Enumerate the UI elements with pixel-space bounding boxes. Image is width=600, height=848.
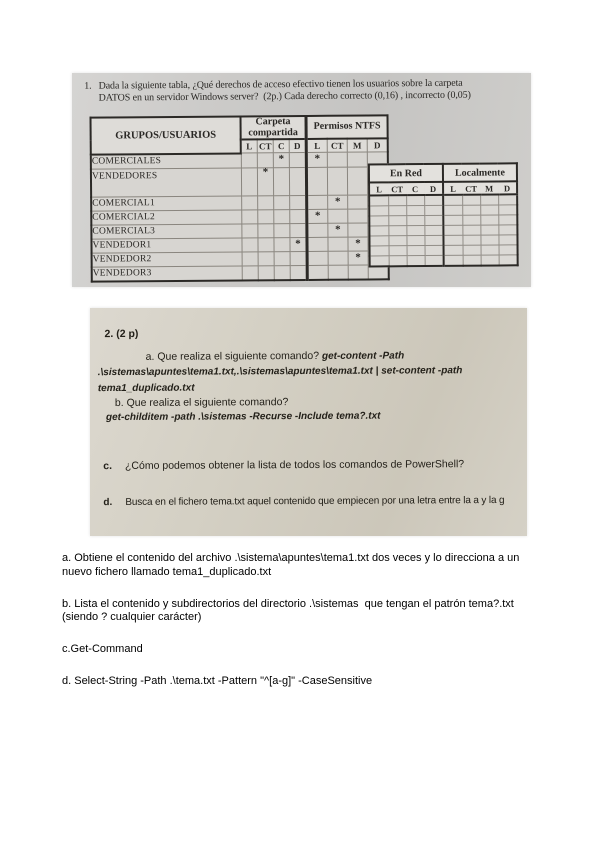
- mark-cell: [242, 265, 259, 280]
- answer-d: d. Select-String -Path .\tema.txt -Pattern "^[a-g]" -CaseSensitive: [62, 674, 373, 687]
- answer-grid-cell: [462, 195, 480, 206]
- answer-grid-cell: [406, 236, 424, 246]
- answer-b: b. Lista el contenido y subdirectorios del directorio .\sistemas que tengan el patrón tema?.txt (siendo ? cualquier carácter): [62, 597, 517, 624]
- item-b-label: b.: [114, 396, 124, 410]
- mark-cell: [328, 265, 348, 280]
- mark-cell: [347, 166, 367, 194]
- answer-grid-cell: [443, 205, 462, 215]
- permissions-table: [89, 114, 389, 282]
- mark-cell: [307, 195, 328, 209]
- answer-grid-cell: [498, 215, 517, 225]
- item-c-text: ¿Cómo podemos obtener la lista de todos los comandos de PowerShell?: [124, 457, 465, 472]
- question1-photo: [72, 73, 531, 287]
- answer-grid-cell: [369, 195, 388, 206]
- mark-cell: [273, 167, 289, 195]
- column-letter: C: [273, 139, 289, 153]
- mark-cell: *: [328, 195, 348, 209]
- answer-grid-header-row: [369, 163, 517, 182]
- answer-grid-cell: [462, 215, 480, 225]
- mark-cell: *: [290, 237, 307, 251]
- answer-grid-cell: [463, 245, 481, 255]
- mark-cell: [348, 194, 368, 208]
- mark-cell: [258, 209, 274, 223]
- answer-grid-column-letter: L: [443, 182, 462, 195]
- mark-cell: [290, 251, 307, 265]
- item-a-label: a.: [145, 350, 155, 363]
- mark-cell: [241, 223, 258, 237]
- mark-cell: [328, 251, 348, 265]
- shared-folder-header: Carpeta compartida: [240, 116, 306, 140]
- question2-heading: 2. (2 p): [104, 327, 139, 340]
- mark-cell: [348, 208, 368, 222]
- answer-grid-cell: [481, 255, 499, 266]
- question2-item-a: [98, 347, 502, 396]
- item-b-text: Que realiza el siguiente comando?: [126, 396, 289, 409]
- answer-grid-column-letter: CT: [462, 182, 480, 195]
- answer-grid-cell: [406, 195, 424, 206]
- answer-grid-cell: [406, 206, 424, 216]
- mark-cell: [274, 209, 290, 223]
- mark-cell: [328, 209, 348, 223]
- answer-grid-cell: [481, 245, 499, 255]
- mark-cell: *: [348, 236, 368, 250]
- mark-cell: *: [348, 250, 368, 264]
- group-user-name: COMERCIAL3: [91, 223, 241, 238]
- ntfs-permissions-header: Permisos NTFS: [306, 115, 388, 139]
- mark-cell: [327, 167, 347, 195]
- answer-grid-cell: [424, 205, 443, 215]
- mark-cell: [289, 152, 306, 167]
- answer-grid-cell: [407, 256, 425, 267]
- mark-cell: [307, 251, 328, 265]
- mark-cell: *: [328, 223, 348, 237]
- mark-cell: [290, 223, 307, 237]
- group-user-name: VENDEDOR3: [92, 265, 242, 281]
- question2-item-b: [106, 395, 381, 425]
- answer-grid-cell: [444, 255, 463, 266]
- mark-cell: *: [307, 209, 328, 223]
- mark-cell: [274, 237, 290, 251]
- mark-cell: [241, 209, 258, 223]
- mark-cell: [348, 264, 368, 279]
- mark-cell: *: [273, 153, 289, 168]
- answer-grid-cell: [369, 226, 388, 236]
- answer-grid-cell: [369, 206, 388, 216]
- answer-grid-cell: [480, 235, 498, 245]
- mark-cell: [274, 265, 290, 280]
- mark-cell: [241, 153, 258, 168]
- answer-grid-cell: [389, 246, 407, 256]
- answer-grid-table: [368, 162, 519, 267]
- answer-grid-cell: [462, 205, 480, 215]
- answer-grid-cell: [443, 195, 462, 206]
- localmente-header: Localmente: [443, 163, 517, 182]
- mark-cell: [258, 195, 274, 209]
- answer-grid-cell: [406, 226, 424, 236]
- group-user-name: COMERCIAL1: [91, 195, 241, 210]
- group-user-name: COMERCIAL2: [91, 209, 241, 224]
- answer-grid-cell: [498, 205, 517, 215]
- group-user-name: VENDEDORES: [91, 167, 241, 196]
- answer-grid-cell: [388, 236, 406, 246]
- column-letter: D: [367, 138, 388, 152]
- mark-cell: [241, 167, 258, 195]
- mark-cell: *: [257, 167, 273, 195]
- answer-grid-cell: [443, 215, 462, 225]
- answer-grid-cell: [370, 256, 389, 267]
- answer-grid-cell: [498, 194, 517, 205]
- question2-photo: [90, 308, 527, 536]
- column-letter: L: [241, 139, 258, 153]
- mark-cell: [274, 223, 290, 237]
- mark-cell: [241, 195, 258, 209]
- column-letter: M: [347, 138, 367, 152]
- answer-grid-cell: [388, 216, 406, 226]
- question2-item-c: [103, 458, 464, 472]
- answer-grid-column-letter: CT: [388, 182, 406, 195]
- item-a-text: Que realiza el siguiente comando?: [157, 349, 322, 363]
- answer-grid-cell: [424, 195, 443, 206]
- answer-c: c.Get-Command: [62, 643, 143, 656]
- mark-cell: [348, 222, 368, 236]
- corner-header: GRUPOS/USUARIOS: [91, 116, 241, 154]
- answer-grid-cell: [480, 194, 498, 205]
- answer-grid-cell: [370, 246, 389, 256]
- answer-grid-cell: [369, 216, 388, 226]
- answer-a: a. Obtiene el contenido del archivo .\sistema\apuntes\tema1.txt dos veces y lo direcciona a un nuevo fichero llamado tema1_duplicado.txt: [62, 552, 523, 578]
- item-c-label: c.: [103, 459, 113, 472]
- mark-cell: [328, 237, 348, 251]
- mark-cell: [241, 237, 258, 251]
- column-letter: L: [306, 139, 327, 153]
- mark-cell: [307, 223, 328, 237]
- answer-grid-column-letter: D: [498, 181, 517, 194]
- group-user-name: VENDEDOR1: [91, 237, 241, 252]
- answer-grid-column-letter: L: [369, 182, 388, 195]
- answer-grid-column-letter: C: [406, 182, 424, 195]
- question1-number: 1.: [84, 80, 92, 92]
- column-letter: CT: [327, 139, 347, 153]
- mark-cell: [289, 167, 306, 195]
- mark-cell: *: [306, 152, 327, 167]
- answer-grid-row: [370, 255, 518, 267]
- item-d-text: Busca en el fichero tema.txt aquel contenido que empiecen por una letra entre la a y la g: [125, 494, 505, 508]
- question1-prompt: [84, 78, 471, 105]
- group-user-name: VENDEDOR2: [92, 251, 242, 266]
- typed-answers: [62, 552, 544, 707]
- answer-grid-cell: [388, 195, 406, 206]
- answer-grid-letters-row: [369, 181, 517, 195]
- answer-grid-cell: [425, 255, 444, 266]
- item-a-command-lead: get-content -Path: [321, 349, 405, 362]
- mark-cell: [290, 209, 307, 223]
- answer-grid-cell: [424, 225, 443, 235]
- answer-grid-cell: [389, 256, 407, 267]
- question1-photo-content: [72, 73, 531, 287]
- question2-photo-content: [90, 308, 527, 536]
- group-header-row: [91, 115, 388, 140]
- item-d-label: d.: [103, 497, 113, 509]
- answer-grid-cell: [388, 206, 406, 216]
- question2-item-d: [103, 495, 504, 508]
- mark-cell: [290, 195, 307, 209]
- answer-grid-cell: [424, 235, 443, 245]
- answer-grid-column-letter: M: [480, 181, 498, 194]
- answer-grid-column-letter: D: [424, 182, 443, 195]
- answer-grid-cell: [498, 225, 517, 235]
- item-b-command: get-childitem -path .\sistemas -Recurse -Include tema?.txt: [105, 410, 381, 423]
- answer-grid-cell: [480, 215, 498, 225]
- column-letter: CT: [257, 139, 273, 153]
- answer-grid-cell: [406, 216, 424, 226]
- mark-cell: [306, 167, 327, 195]
- answer-grid-cell: [388, 226, 406, 236]
- answer-grid-cell: [444, 245, 463, 255]
- answer-grid-cell: [499, 245, 518, 255]
- mark-cell: [258, 237, 274, 251]
- mark-cell: [307, 237, 328, 251]
- answer-grid-cell: [443, 235, 462, 245]
- mark-cell: [257, 153, 273, 168]
- mark-cell: [274, 251, 290, 265]
- mark-cell: [258, 265, 274, 280]
- mark-cell: [327, 152, 347, 167]
- mark-cell: [347, 152, 367, 167]
- answer-grid-cell: [443, 225, 462, 235]
- answer-grid-cell: [462, 225, 480, 235]
- mark-cell: [258, 251, 274, 265]
- answer-grid-cell: [463, 255, 481, 266]
- answer-grid-cell: [369, 236, 388, 246]
- item-a-command: .\sistemas\apuntes\tema1.txt,.\sistemas\apuntes\tema1.txt | set-content -path tema1_duplicado.txt: [97, 365, 463, 394]
- answer-grid-cell: [425, 245, 444, 255]
- table-row: [91, 166, 388, 196]
- answer-grid-cell: [498, 235, 517, 245]
- group-user-name: COMERCIALES: [91, 153, 241, 169]
- answer-grid-cell: [480, 205, 498, 215]
- answer-grid-cell: [480, 225, 498, 235]
- answer-grid-cell: [424, 215, 443, 225]
- answer-grid-cell: [407, 246, 425, 256]
- column-letter: D: [289, 139, 306, 153]
- mark-cell: [274, 195, 290, 209]
- mark-cell: [307, 265, 328, 280]
- mark-cell: [258, 223, 274, 237]
- answer-grid-cell: [462, 235, 480, 245]
- answer-grid-cell: [499, 255, 518, 266]
- mark-cell: [242, 251, 259, 265]
- mark-cell: [290, 265, 307, 280]
- table-row: [92, 264, 389, 281]
- question1-prompt-text: Dada la siguiente tabla, ¿Qué derechos de acceso efectivo tienen los usuarios sobre la carpeta DATOS en un servidor Windows server? (2p.) Cada derecho correcto (0,16) , incorrecto (0,05): [98, 77, 471, 104]
- en-red-header: En Red: [369, 164, 443, 183]
